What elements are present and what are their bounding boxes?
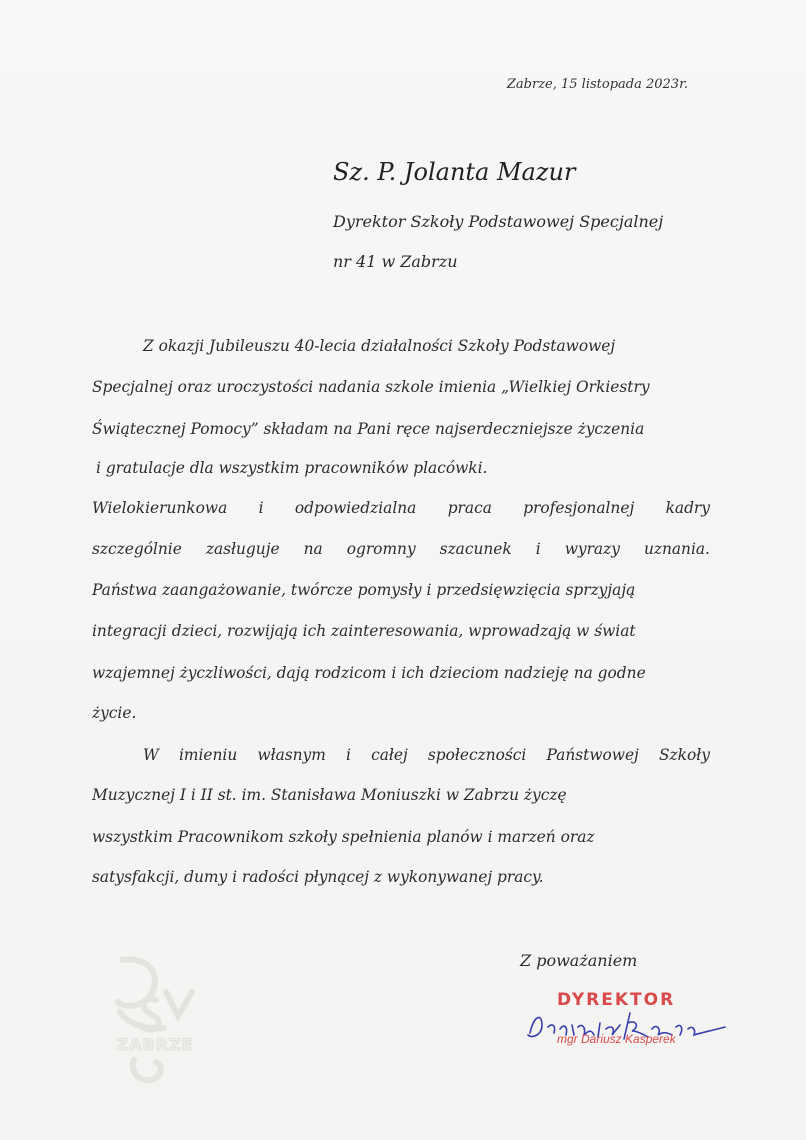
body-word: i [535,540,541,558]
body-word: Wielokierunkowa [92,499,228,517]
closing-salutation: Z poważaniem [520,951,638,970]
stamp-title: DYREKTOR [557,990,676,1010]
body-word: kadry [665,499,710,517]
body-word: wyrazy [564,540,620,558]
body-word: profesjonalnej [523,499,635,517]
body-word: Szkoły [658,746,710,764]
body-word: na [303,540,323,558]
body-line: Państwa zaangażowanie, twórcze pomysły i przedsięwzięcia sprzyjają [92,581,636,599]
body-line: Specjalnej oraz uroczystości nadania szkole imienia „Wielkiej Orkiestry [92,378,650,396]
body-word: odpowiedzialna [294,499,417,517]
body-line: życie. [92,704,137,722]
stamp-name: mgr Dariusz Kasperek [557,1032,676,1046]
body-word: uznania. [643,540,710,558]
body-word: własnym [257,746,326,764]
body-word: praca [447,499,492,517]
body-line: integracji dzieci, rozwijają ich zainteresowania, wprowadzają w świat [92,622,636,640]
body-word: i [258,499,264,517]
body-line: satysfakcji, dumy i radości płynącej z wykonywanej pracy. [92,868,544,886]
body-line: Świątecznej Pomocy” składam na Pani ręce najserdeczniejsze życzenia [92,420,645,438]
body-word: szacunek [439,540,512,558]
body-line [92,498,710,518]
recipient-position: Dyrektor Szkoły Podstawowej Specjalnej [333,212,664,231]
body-word: zasługuje [205,540,280,558]
body-word: i [346,746,351,764]
body-line: i gratulacje dla wszystkim pracowników placówki. [96,459,488,477]
body-line: Muzycznej I i II st. im. Stanisława Moniuszki w Zabrzu życzę [92,786,567,804]
body-word: ogromny [346,540,416,558]
body-word: społeczności [427,746,527,764]
body-line: wszystkim Pracownikom szkoły spełnienia planów i marzeń oraz [92,828,595,846]
body-line: wzajemnej życzliwości, dają rodzicom i ich dzieciom nadzieję na godne [92,664,646,682]
body-word: szczególnie [92,540,182,558]
body-word: Państwowej [546,746,639,764]
body-word: imieniu [178,746,238,764]
body-word: W [143,746,159,764]
svg-text:ZABRZE: ZABRZE [116,1035,194,1054]
body-line [143,745,710,765]
body-line: Z okazji Jubileuszu 40-lecia działalności Szkoły Podstawowej [143,337,616,355]
recipient-school: nr 41 w Zabrzu [333,252,458,271]
body-word: całej [371,746,408,764]
emboss-seal [100,948,210,1088]
letter-date: Zabrze, 15 listopada 2023r. [506,77,688,92]
recipient-name: Sz. P. Jolanta Mazur [333,158,576,186]
body-line [92,539,710,559]
